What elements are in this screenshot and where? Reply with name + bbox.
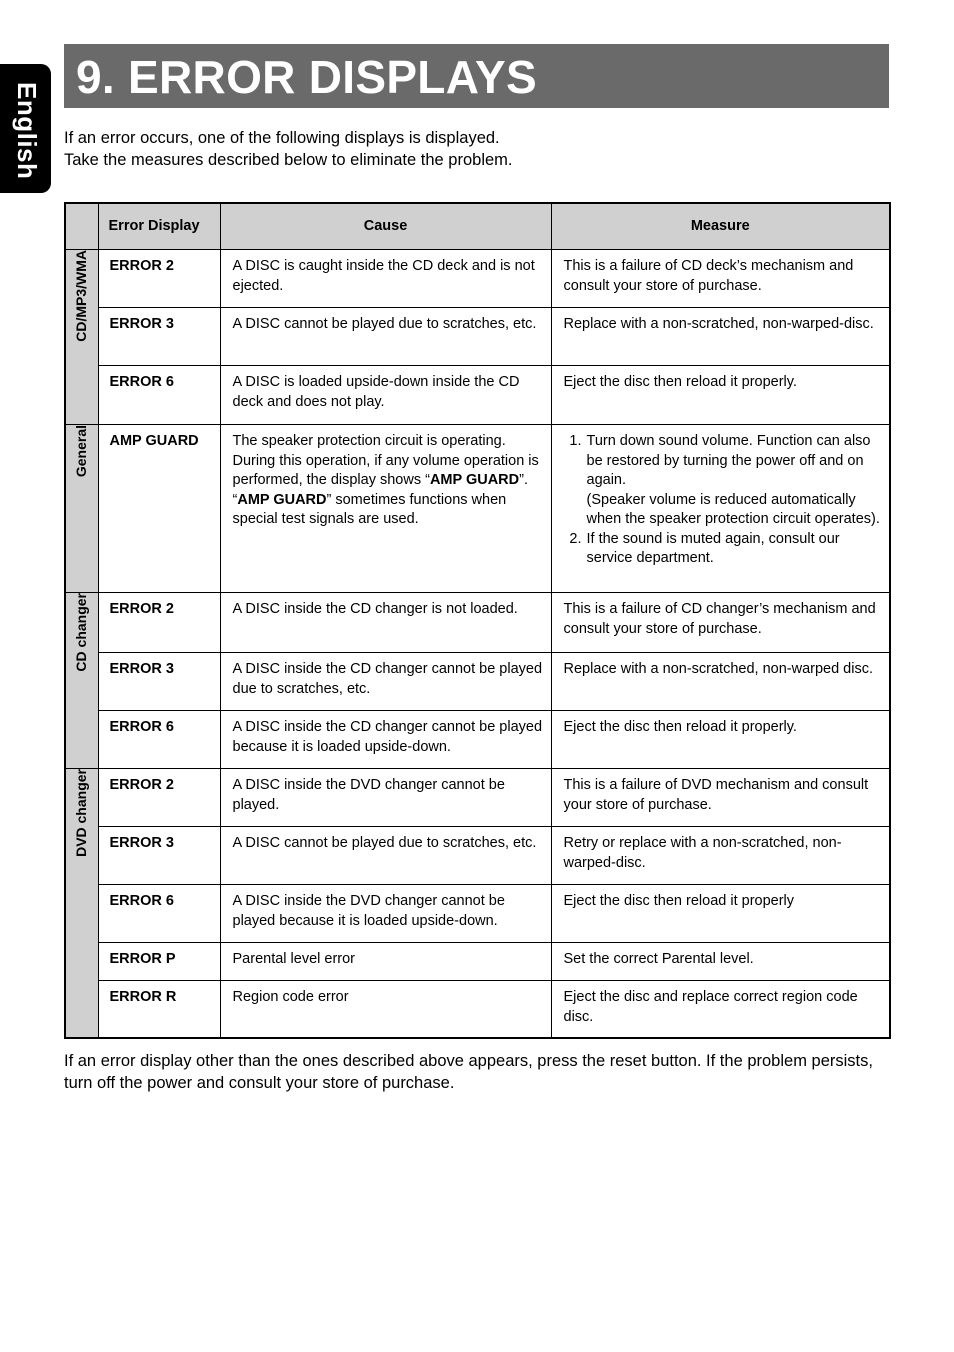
error-code: ERROR 3 xyxy=(98,827,220,885)
table-row xyxy=(65,827,890,885)
error-cause: Parental level error xyxy=(220,943,551,981)
error-measure: This is a failure of CD deck’s mechanism and consult your store of purchase. xyxy=(551,250,890,308)
table-row xyxy=(65,981,890,1038)
error-cause: A DISC inside the CD changer cannot be played due to scratches, etc. xyxy=(220,653,551,711)
group-label-cd-mp3-wma: CD/MP3/WMA xyxy=(65,250,98,425)
error-measure: Eject the disc then reload it properly xyxy=(551,885,890,943)
header-error-display: Error Display xyxy=(98,203,220,250)
page-title: 9. ERROR DISPLAYS xyxy=(76,51,537,103)
error-cause: A DISC inside the DVD changer cannot be played. xyxy=(220,769,551,827)
error-cause: The speaker protection circuit is operating. During this operation, if any volume operation is performed, the display shows “AMP GUARD”. “AMP GUARD” sometimes functions when special test signals are used. xyxy=(220,425,551,593)
error-code: AMP GUARD xyxy=(98,425,220,593)
intro-text xyxy=(64,127,513,171)
error-measure: Retry or replace with a non-scratched, non-warped-disc. xyxy=(551,827,890,885)
error-code: ERROR 2 xyxy=(98,769,220,827)
measure-step: 2. If the sound is muted again, consult our service department. xyxy=(586,530,884,569)
error-cause: A DISC cannot be played due to scratches, etc. xyxy=(220,308,551,366)
error-measure: Set the correct Parental level. xyxy=(551,943,890,981)
error-code: ERROR 6 xyxy=(98,366,220,425)
error-cause: A DISC inside the CD changer is not loaded. xyxy=(220,593,551,653)
table-row xyxy=(65,711,890,769)
error-code: ERROR 2 xyxy=(98,593,220,653)
error-cause: A DISC cannot be played due to scratches, etc. xyxy=(220,827,551,885)
error-code: ERROR P xyxy=(98,943,220,981)
outro-text: If an error display other than the ones described above appears, press the reset button. If the problem persists, turn off the power and consult your store of purchase. xyxy=(64,1052,873,1092)
table-row xyxy=(65,425,890,593)
table-row xyxy=(65,769,890,827)
error-measure: Eject the disc then reload it properly. xyxy=(551,366,890,425)
error-code: ERROR 6 xyxy=(98,885,220,943)
error-cause: A DISC inside the DVD changer cannot be played because it is loaded upside-down. xyxy=(220,885,551,943)
intro-line-2: Take the measures described below to eliminate the problem. xyxy=(64,151,513,169)
group-label-cd-changer: CD changer xyxy=(65,593,98,769)
measure-step: 1. Turn down sound volume. Function can also be restored by turning the power off and on again. (Speaker volume is reduced automatically when the speaker protection circuit operates). xyxy=(586,432,884,530)
table-row xyxy=(65,250,890,308)
error-code: ERROR 3 xyxy=(98,308,220,366)
title-bar xyxy=(64,44,889,108)
measure-steps xyxy=(564,432,884,569)
error-cause: A DISC is caught inside the CD deck and is not ejected. xyxy=(220,250,551,308)
group-label-dvd-changer: DVD changer xyxy=(65,769,98,1038)
error-measure: Eject the disc and replace correct region code disc. xyxy=(551,981,890,1038)
header-group-blank xyxy=(65,203,98,250)
error-measure: Replace with a non-scratched, non-warped disc. xyxy=(551,653,890,711)
intro-line-1: If an error occurs, one of the following displays is displayed. xyxy=(64,129,500,147)
table-row xyxy=(65,885,890,943)
error-measure: Eject the disc then reload it properly. xyxy=(551,711,890,769)
error-measure: This is a failure of CD changer’s mechanism and consult your store of purchase. xyxy=(551,593,890,653)
language-tab xyxy=(0,64,51,193)
error-cause: Region code error xyxy=(220,981,551,1038)
error-code: ERROR 2 xyxy=(98,250,220,308)
error-table xyxy=(64,202,891,1039)
table-row xyxy=(65,653,890,711)
language-tab-label: English xyxy=(12,82,42,180)
header-measure: Measure xyxy=(551,203,890,250)
table-row xyxy=(65,593,890,653)
error-cause: A DISC is loaded upside-down inside the CD deck and does not play. xyxy=(220,366,551,425)
error-measure: This is a failure of DVD mechanism and consult your store of purchase. xyxy=(551,769,890,827)
table-row xyxy=(65,308,890,366)
group-label-general: General xyxy=(65,425,98,593)
table-row xyxy=(65,943,890,981)
table-header-row xyxy=(65,203,890,250)
error-code: ERROR R xyxy=(98,981,220,1038)
error-code: ERROR 6 xyxy=(98,711,220,769)
error-measure: Replace with a non-scratched, non-warped-disc. xyxy=(551,308,890,366)
table-row xyxy=(65,366,890,425)
error-code: ERROR 3 xyxy=(98,653,220,711)
error-cause: A DISC inside the CD changer cannot be played because it is loaded upside-down. xyxy=(220,711,551,769)
error-measure xyxy=(551,425,890,593)
header-cause: Cause xyxy=(220,203,551,250)
